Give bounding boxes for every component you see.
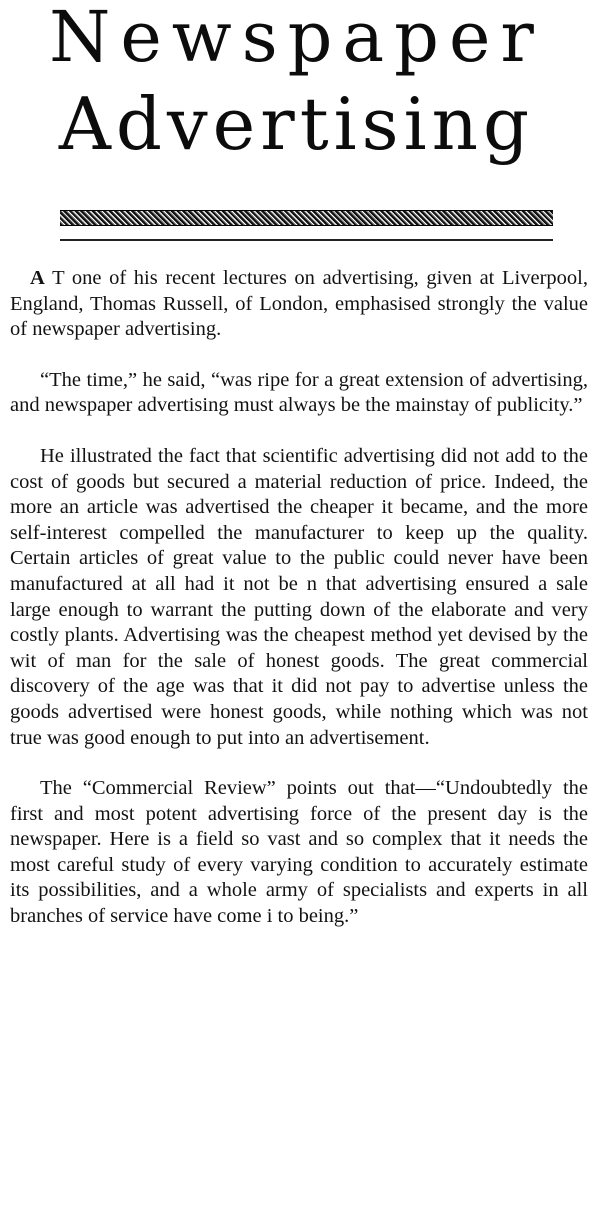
paragraph-2: “The time,” he said, “was ripe for a great extension of advertising, and newspaper advertising must always be the mainstay of publicity.”: [10, 368, 588, 417]
paragraph-4: The “Commercial Review” points out that—“Undoubtedly the first and most potent advertising force of the present day is the newspaper. Here is a field so vast and so complex that it needs the most careful study of every varying condition to accurately estimate its possibilities, and a whole army of specialists and experts in all branches of service have come i to being.”: [10, 777, 588, 928]
divider-rule: [60, 239, 553, 241]
paragraph-3: He illustrated the fact that scientific advertising did not add to the cost of goods but secured a material reduction of price. Indeed, the more an article was advertised the cheaper it became, and the more self-interest compelled the manufacturer to keep up the quality. Certain articles of great value to the public could never have been manufactured at all had it not be n that advertising ensured a sale large enough to warrant the putting down of the elaborate and very costly plants. Advertising was the cheapest method yet devised by the wit of man for the sale of honest goods. The great commercial discovery of the age was that it did not pay to advertise unless the goods advertised were honest goods, while nothing which was not true was good enough to put into an advertisement.: [10, 444, 588, 749]
article-body: [10, 266, 588, 955]
paragraph-1-text: T one of his recent lectures on advertising, given at Liverpool, England, Thomas Russell, of London, emphasised strongly the value of newspaper advertising.: [10, 267, 588, 341]
lead-letter: A: [30, 267, 45, 289]
decorative-rule-band: [60, 210, 553, 226]
paragraph-1: [10, 266, 588, 343]
headline-line-2: Advertising: [58, 82, 535, 166]
headline-line-1: Newspaper: [49, 0, 544, 78]
